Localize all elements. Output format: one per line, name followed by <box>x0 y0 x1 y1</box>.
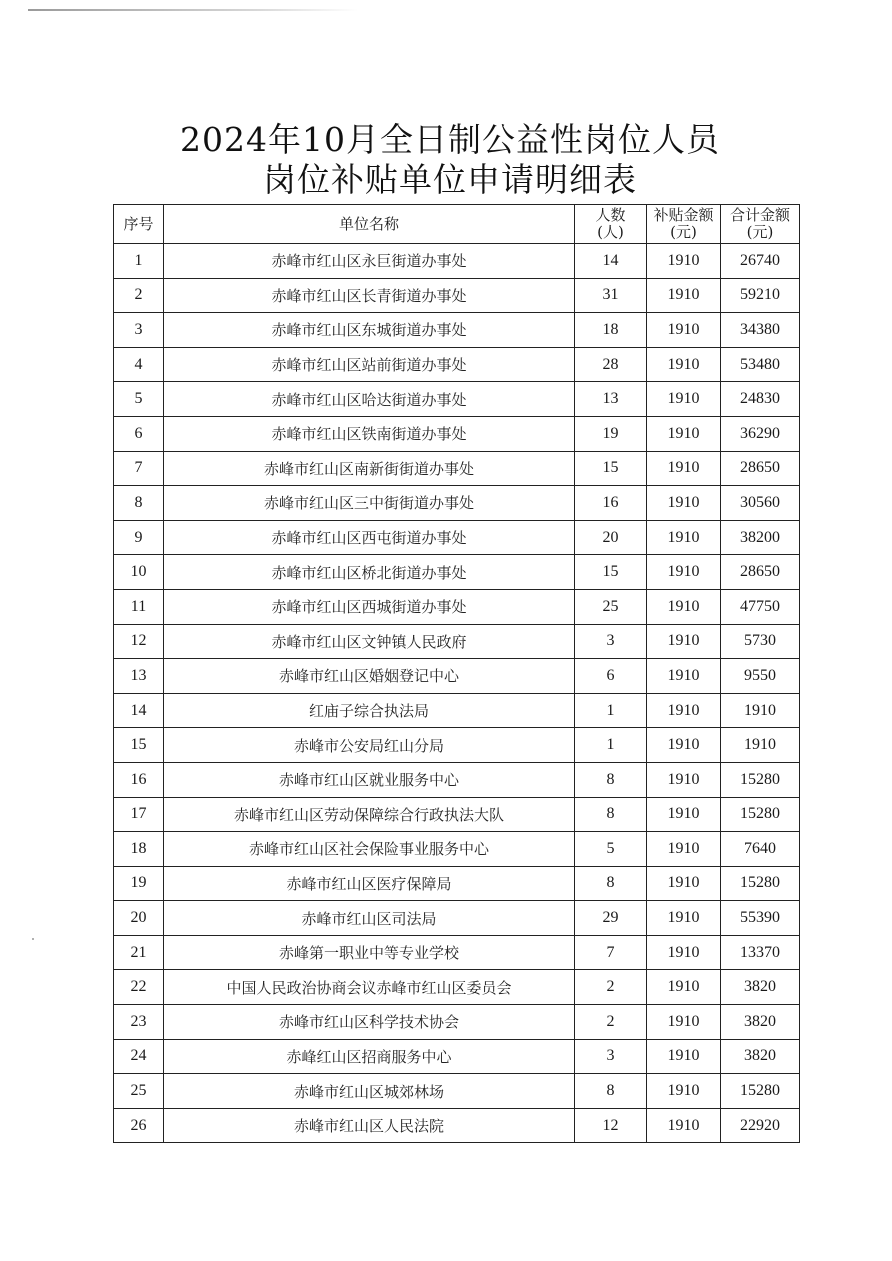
table-row <box>114 486 800 521</box>
cell-unit-name: 赤峰市红山区铁南街道办事处 <box>164 416 575 451</box>
table-row <box>114 728 800 763</box>
cell-subsidy: 1910 <box>647 1039 721 1074</box>
cell-unit-name: 赤峰市红山区西城街道办事处 <box>164 589 575 624</box>
cell-unit-name: 赤峰市红山区西屯街道办事处 <box>164 520 575 555</box>
cell-subsidy: 1910 <box>647 1005 721 1040</box>
table-row <box>114 278 800 313</box>
cell-subsidy: 1910 <box>647 486 721 521</box>
header-unit-name: 单位名称 <box>164 205 575 244</box>
header-count-line1: 人数 <box>595 206 626 224</box>
cell-seq: 24 <box>114 1039 164 1074</box>
cell-subsidy: 1910 <box>647 1074 721 1109</box>
cell-total: 47750 <box>721 589 800 624</box>
table-header-row <box>114 205 800 244</box>
cell-unit-name: 赤峰红山区招商服务中心 <box>164 1039 575 1074</box>
cell-unit-name: 赤峰市红山区社会保险事业服务中心 <box>164 832 575 867</box>
cell-count: 5 <box>575 832 647 867</box>
cell-seq: 21 <box>114 935 164 970</box>
cell-subsidy: 1910 <box>647 555 721 590</box>
cell-subsidy: 1910 <box>647 762 721 797</box>
cell-seq: 18 <box>114 832 164 867</box>
cell-seq: 7 <box>114 451 164 486</box>
cell-seq: 25 <box>114 1074 164 1109</box>
cell-unit-name: 中国人民政治协商会议赤峰市红山区委员会 <box>164 970 575 1005</box>
table-row <box>114 244 800 279</box>
header-total-line2: (元) <box>746 223 774 241</box>
cell-seq: 9 <box>114 520 164 555</box>
table-row <box>114 901 800 936</box>
cell-total: 22920 <box>721 1108 800 1143</box>
header-count <box>575 205 647 244</box>
header-count-line2: (人) <box>597 223 624 241</box>
cell-count: 25 <box>575 589 647 624</box>
cell-unit-name: 赤峰市红山区三中街街道办事处 <box>164 486 575 521</box>
cell-subsidy: 1910 <box>647 520 721 555</box>
scan-edge-mark <box>28 9 358 11</box>
cell-total: 7640 <box>721 832 800 867</box>
cell-unit-name: 赤峰市红山区桥北街道办事处 <box>164 555 575 590</box>
cell-unit-name: 赤峰市公安局红山分局 <box>164 728 575 763</box>
cell-count: 19 <box>575 416 647 451</box>
table-row <box>114 624 800 659</box>
header-subsidy-line2: (元) <box>670 223 697 241</box>
cell-total: 5730 <box>721 624 800 659</box>
cell-count: 2 <box>575 970 647 1005</box>
table-row <box>114 1005 800 1040</box>
cell-count: 13 <box>575 382 647 417</box>
cell-subsidy: 1910 <box>647 693 721 728</box>
cell-count: 1 <box>575 728 647 763</box>
cell-seq: 2 <box>114 278 164 313</box>
document-title-line2: 岗位补贴单位申请明细表 <box>263 160 637 199</box>
cell-subsidy: 1910 <box>647 728 721 763</box>
cell-count: 12 <box>575 1108 647 1143</box>
cell-seq: 17 <box>114 797 164 832</box>
cell-seq: 15 <box>114 728 164 763</box>
cell-seq: 6 <box>114 416 164 451</box>
cell-subsidy: 1910 <box>647 451 721 486</box>
cell-subsidy: 1910 <box>647 589 721 624</box>
cell-unit-name: 赤峰市红山区文钟镇人民政府 <box>164 624 575 659</box>
cell-unit-name: 赤峰第一职业中等专业学校 <box>164 935 575 970</box>
header-subsidy-line1: 补贴金额 <box>653 206 714 224</box>
cell-subsidy: 1910 <box>647 416 721 451</box>
cell-seq: 14 <box>114 693 164 728</box>
cell-total: 15280 <box>721 797 800 832</box>
cell-total: 34380 <box>721 313 800 348</box>
table-row <box>114 970 800 1005</box>
cell-seq: 5 <box>114 382 164 417</box>
cell-total: 55390 <box>721 901 800 936</box>
cell-unit-name: 赤峰市红山区司法局 <box>164 901 575 936</box>
cell-count: 3 <box>575 624 647 659</box>
document-title-line1: 2024年10月全日制公益性岗位人员 <box>180 120 720 159</box>
subsidy-detail-table <box>113 204 800 1143</box>
table-row <box>114 797 800 832</box>
cell-total: 9550 <box>721 659 800 694</box>
cell-unit-name: 红庙子综合执法局 <box>164 693 575 728</box>
cell-count: 8 <box>575 762 647 797</box>
cell-count: 31 <box>575 278 647 313</box>
cell-total: 28650 <box>721 451 800 486</box>
cell-total: 3820 <box>721 970 800 1005</box>
table-row <box>114 589 800 624</box>
cell-unit-name: 赤峰市红山区医疗保障局 <box>164 866 575 901</box>
cell-total: 53480 <box>721 347 800 382</box>
cell-total: 36290 <box>721 416 800 451</box>
cell-unit-name: 赤峰市红山区东城街道办事处 <box>164 313 575 348</box>
cell-total: 30560 <box>721 486 800 521</box>
cell-subsidy: 1910 <box>647 347 721 382</box>
table-row <box>114 1039 800 1074</box>
cell-total: 1910 <box>721 693 800 728</box>
cell-count: 18 <box>575 313 647 348</box>
cell-total: 3820 <box>721 1005 800 1040</box>
table-row <box>114 555 800 590</box>
cell-seq: 10 <box>114 555 164 590</box>
cell-subsidy: 1910 <box>647 866 721 901</box>
cell-count: 6 <box>575 659 647 694</box>
cell-unit-name: 赤峰市红山区婚姻登记中心 <box>164 659 575 694</box>
cell-seq: 4 <box>114 347 164 382</box>
cell-total: 15280 <box>721 762 800 797</box>
cell-total: 26740 <box>721 244 800 279</box>
scan-speck <box>32 938 34 940</box>
cell-subsidy: 1910 <box>647 935 721 970</box>
cell-total: 59210 <box>721 278 800 313</box>
cell-count: 8 <box>575 1074 647 1109</box>
cell-subsidy: 1910 <box>647 797 721 832</box>
header-total-line1: 合计金额 <box>729 206 790 224</box>
cell-unit-name: 赤峰市红山区就业服务中心 <box>164 762 575 797</box>
cell-total: 15280 <box>721 1074 800 1109</box>
cell-seq: 22 <box>114 970 164 1005</box>
cell-subsidy: 1910 <box>647 832 721 867</box>
cell-unit-name: 赤峰市红山区劳动保障综合行政执法大队 <box>164 797 575 832</box>
table-row <box>114 382 800 417</box>
cell-total: 13370 <box>721 935 800 970</box>
table-row <box>114 1074 800 1109</box>
cell-unit-name: 赤峰市红山区科学技术协会 <box>164 1005 575 1040</box>
cell-seq: 20 <box>114 901 164 936</box>
cell-count: 15 <box>575 555 647 590</box>
cell-subsidy: 1910 <box>647 382 721 417</box>
cell-unit-name: 赤峰市红山区哈达街道办事处 <box>164 382 575 417</box>
table-row <box>114 866 800 901</box>
cell-count: 8 <box>575 866 647 901</box>
cell-seq: 1 <box>114 244 164 279</box>
cell-count: 14 <box>575 244 647 279</box>
cell-subsidy: 1910 <box>647 313 721 348</box>
cell-seq: 3 <box>114 313 164 348</box>
cell-seq: 8 <box>114 486 164 521</box>
table-row <box>114 313 800 348</box>
cell-seq: 12 <box>114 624 164 659</box>
cell-count: 3 <box>575 1039 647 1074</box>
cell-subsidy: 1910 <box>647 1108 721 1143</box>
cell-count: 20 <box>575 520 647 555</box>
cell-seq: 13 <box>114 659 164 694</box>
cell-count: 8 <box>575 797 647 832</box>
table-row <box>114 451 800 486</box>
cell-unit-name: 赤峰市红山区人民法院 <box>164 1108 575 1143</box>
cell-count: 28 <box>575 347 647 382</box>
cell-seq: 23 <box>114 1005 164 1040</box>
cell-unit-name: 赤峰市红山区站前街道办事处 <box>164 347 575 382</box>
cell-count: 7 <box>575 935 647 970</box>
cell-seq: 11 <box>114 589 164 624</box>
cell-subsidy: 1910 <box>647 659 721 694</box>
cell-subsidy: 1910 <box>647 970 721 1005</box>
cell-seq: 26 <box>114 1108 164 1143</box>
cell-count: 15 <box>575 451 647 486</box>
table-row <box>114 416 800 451</box>
table-row <box>114 1108 800 1143</box>
cell-total: 24830 <box>721 382 800 417</box>
cell-seq: 19 <box>114 866 164 901</box>
cell-seq: 16 <box>114 762 164 797</box>
cell-subsidy: 1910 <box>647 278 721 313</box>
cell-subsidy: 1910 <box>647 624 721 659</box>
cell-total: 1910 <box>721 728 800 763</box>
cell-count: 2 <box>575 1005 647 1040</box>
cell-unit-name: 赤峰市红山区城郊林场 <box>164 1074 575 1109</box>
cell-unit-name: 赤峰市红山区永巨街道办事处 <box>164 244 575 279</box>
cell-subsidy: 1910 <box>647 901 721 936</box>
table-row <box>114 659 800 694</box>
cell-unit-name: 赤峰市红山区长青街道办事处 <box>164 278 575 313</box>
cell-total: 15280 <box>721 866 800 901</box>
table-row <box>114 520 800 555</box>
table-row <box>114 832 800 867</box>
cell-count: 16 <box>575 486 647 521</box>
header-seq: 序号 <box>114 205 164 244</box>
header-subsidy <box>647 205 721 244</box>
cell-count: 1 <box>575 693 647 728</box>
cell-total: 38200 <box>721 520 800 555</box>
table-row <box>114 347 800 382</box>
table-row <box>114 693 800 728</box>
header-total <box>721 205 800 244</box>
cell-total: 3820 <box>721 1039 800 1074</box>
cell-unit-name: 赤峰市红山区南新街街道办事处 <box>164 451 575 486</box>
table-row <box>114 762 800 797</box>
table-row <box>114 935 800 970</box>
cell-total: 28650 <box>721 555 800 590</box>
cell-count: 29 <box>575 901 647 936</box>
cell-subsidy: 1910 <box>647 244 721 279</box>
